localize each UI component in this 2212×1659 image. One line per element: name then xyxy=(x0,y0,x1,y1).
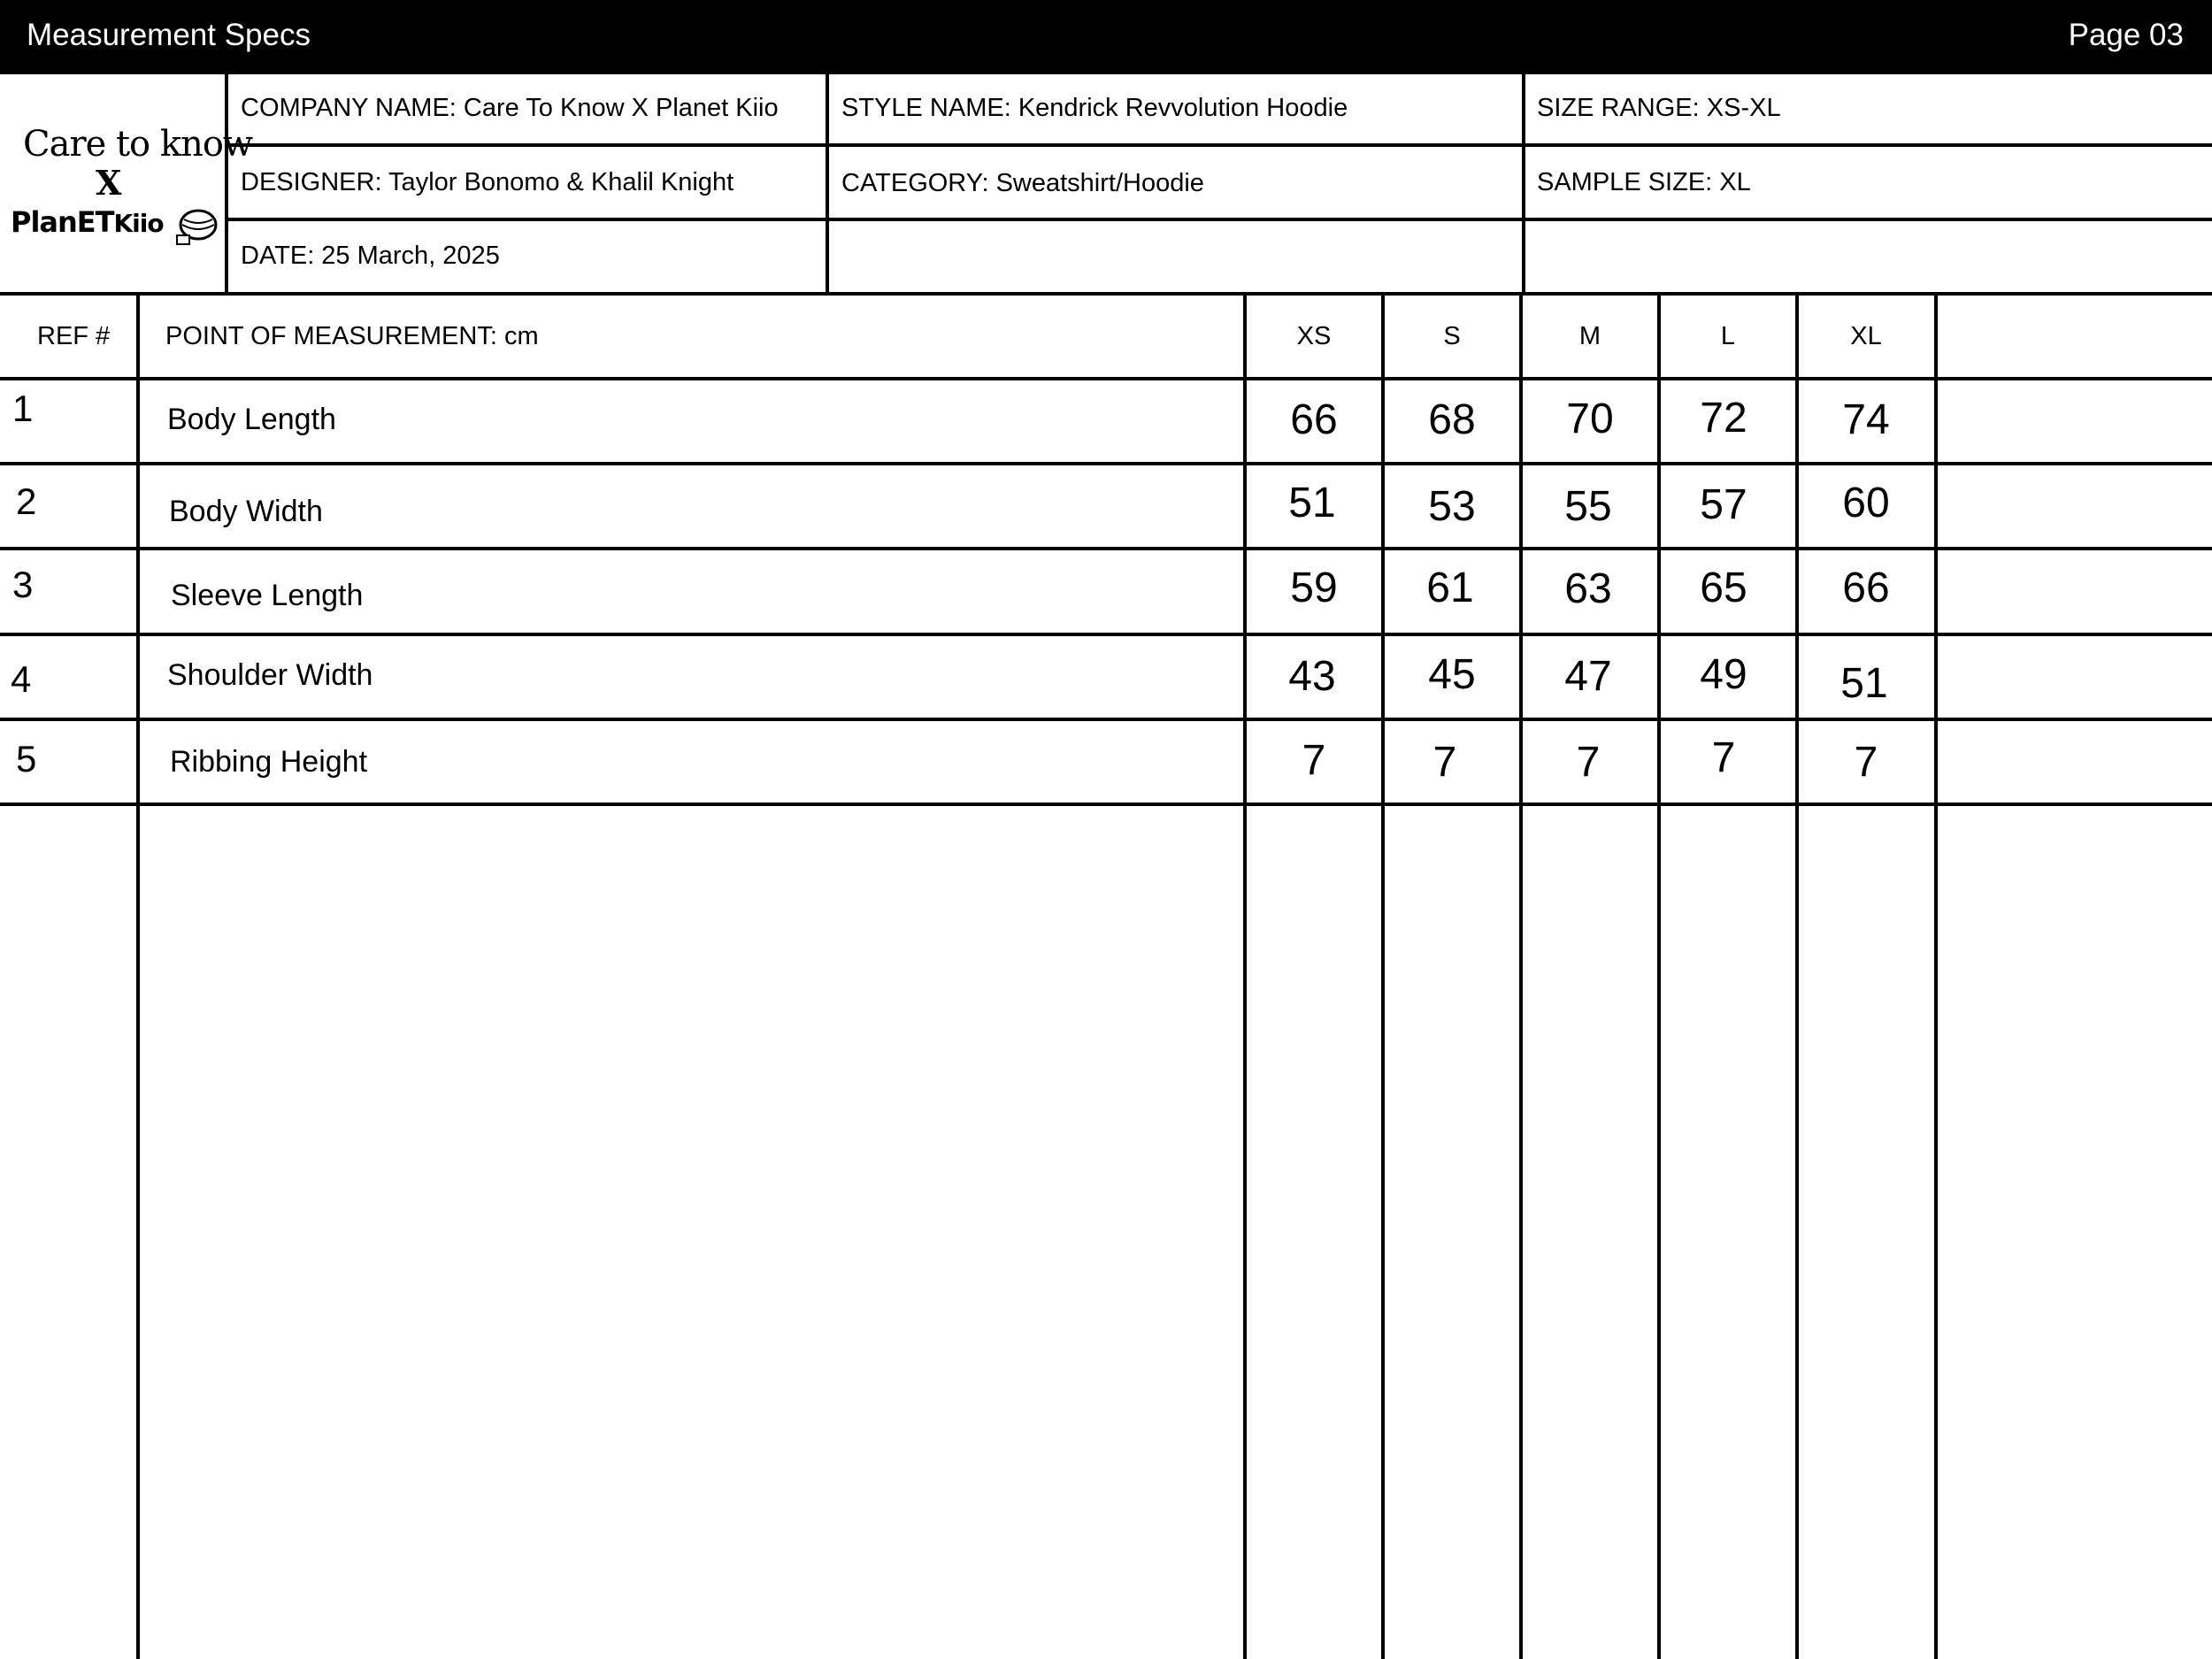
measurement-value: 65 xyxy=(1700,565,1747,611)
divider xyxy=(227,143,2212,147)
row-divider xyxy=(0,377,2212,380)
size-header-xs: XS xyxy=(1296,322,1332,350)
measurement-value: 55 xyxy=(1564,483,1612,530)
brand-logo xyxy=(0,74,253,292)
size-header-l: L xyxy=(1720,322,1736,350)
measurement-value: 51 xyxy=(1288,480,1336,526)
measurement-value: 45 xyxy=(1428,651,1476,698)
pom-label: Sleeve Length xyxy=(171,579,364,612)
document-title: Measurement Specs xyxy=(27,18,311,52)
ref-number: 1 xyxy=(12,388,34,429)
measurement-value: 49 xyxy=(1700,651,1747,698)
category: CATEGORY: Sweatshirt/Hoodie xyxy=(841,169,1204,197)
company-name: COMPANY NAME: Care To Know X Planet Kiio xyxy=(241,94,779,122)
logo-planet: PlanET xyxy=(11,205,114,239)
measurement-value: 61 xyxy=(1426,565,1474,611)
ref-number: 5 xyxy=(16,738,37,780)
column-divider xyxy=(136,292,140,1659)
planet-globe-icon xyxy=(173,207,219,248)
measurement-value: 72 xyxy=(1700,395,1747,442)
logo-text-x: X xyxy=(96,163,122,203)
sample-size: SAMPLE SIZE: XL xyxy=(1537,168,1751,196)
style-name: STYLE NAME: Kendrick Revvolution Hoodie xyxy=(841,94,1348,122)
logo-text-planet-kiio xyxy=(11,205,164,239)
divider xyxy=(227,218,2212,221)
size-header-xl: XL xyxy=(1850,322,1882,350)
row-divider xyxy=(0,547,2212,550)
title-bar xyxy=(0,0,2212,74)
pom-label: Body Width xyxy=(169,495,323,528)
page-number: Page 03 xyxy=(2068,18,2184,52)
measurement-value: 57 xyxy=(1700,481,1747,528)
row-divider xyxy=(0,718,2212,721)
measurement-value: 7 xyxy=(1302,737,1326,784)
measurement-value: 7 xyxy=(1576,739,1601,786)
measurement-value: 51 xyxy=(1840,660,1888,707)
pom-label: Ribbing Height xyxy=(170,745,368,779)
measurement-value: 59 xyxy=(1290,565,1338,611)
measurement-value: 63 xyxy=(1564,565,1612,612)
divider xyxy=(0,292,2212,296)
pom-label: Shoulder Width xyxy=(167,658,373,692)
measurement-value: 74 xyxy=(1842,396,1890,443)
ref-number: 2 xyxy=(16,480,37,522)
date: DATE: 25 March, 2025 xyxy=(241,242,500,270)
measurement-value: 70 xyxy=(1566,396,1614,442)
measurement-value: 66 xyxy=(1290,396,1338,443)
logo-kiio: Kiio xyxy=(113,209,164,238)
measurement-value: 68 xyxy=(1428,396,1476,443)
size-range: SIZE RANGE: XS-XL xyxy=(1537,94,1781,122)
measurement-value: 43 xyxy=(1288,653,1336,700)
logo-text-care-to-know: Care to know xyxy=(23,124,253,165)
measurement-value: 7 xyxy=(1711,734,1736,781)
ref-number: 4 xyxy=(11,658,32,700)
designer: DESIGNER: Taylor Bonomo & Khalil Knight xyxy=(241,168,734,196)
measurement-value: 60 xyxy=(1842,480,1890,526)
pom-header: POINT OF MEASUREMENT: cm xyxy=(165,322,539,350)
divider xyxy=(826,74,829,294)
size-header-s: S xyxy=(1443,322,1461,350)
measurement-value: 66 xyxy=(1842,565,1890,611)
ref-number: 3 xyxy=(12,564,34,605)
measurement-value: 7 xyxy=(1854,739,1878,786)
row-divider xyxy=(0,803,2212,806)
size-header-m: M xyxy=(1578,322,1601,350)
measurement-value: 47 xyxy=(1564,653,1612,700)
row-divider xyxy=(0,633,2212,636)
divider xyxy=(1522,74,1525,294)
measurement-value: 53 xyxy=(1428,483,1476,530)
row-divider xyxy=(0,462,2212,465)
pom-label: Body Length xyxy=(167,403,336,436)
measurement-value: 7 xyxy=(1432,739,1457,786)
ref-header: REF # xyxy=(37,322,111,350)
